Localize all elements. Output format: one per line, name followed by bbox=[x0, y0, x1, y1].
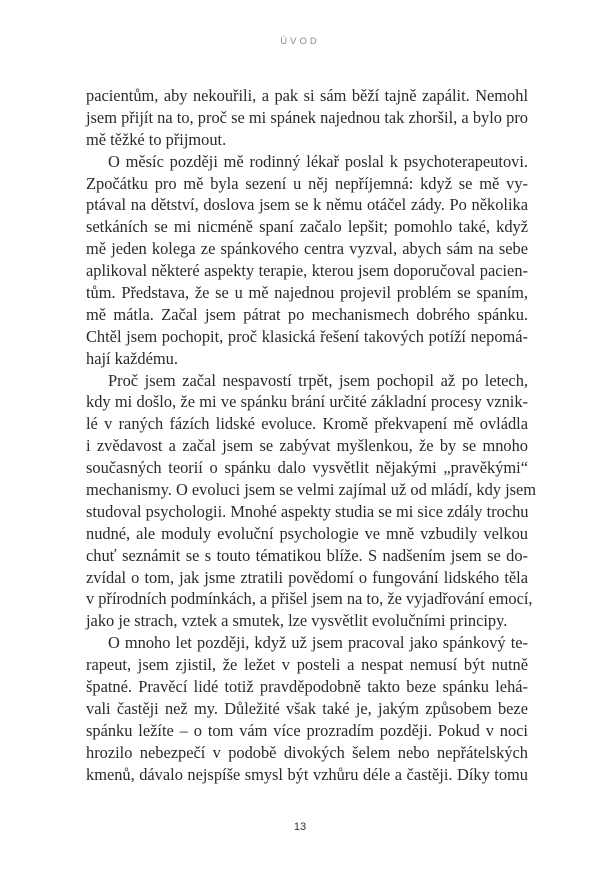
paragraph bbox=[86, 151, 528, 370]
text-line: aplikoval některé aspekty terapie, kterou jsem doporučoval pacien- bbox=[86, 261, 528, 281]
text-line: mě těžké to přijmout. bbox=[86, 129, 227, 149]
text-line: O měsíc později mě rodinný lékař poslal k psychoterapeutovi. bbox=[108, 151, 528, 171]
text-line: tům. Představa, že se u mě najednou projevil problém se spaním, bbox=[86, 283, 528, 303]
text-line: lé v raných fázích lidské evoluce. Kromě překvapení mě ovládla bbox=[86, 414, 528, 434]
text-line: O mnoho let později, když už jsem pracoval jako spánkový te- bbox=[108, 633, 528, 653]
text-line: jsem přijít na to, proč se mi spánek najednou tak zhoršil, a bylo pro bbox=[86, 107, 528, 127]
paragraph bbox=[86, 370, 537, 633]
paragraph bbox=[86, 632, 528, 785]
text-line: kdy mi došlo, že mi ve spánku brání určité základní procesy vznik- bbox=[86, 392, 528, 412]
page-number: 13 bbox=[293, 821, 307, 833]
text-line: i zvědavost a začal jsem se zabývat myšlenkou, že by se mnoho bbox=[86, 436, 528, 456]
text-line: hrozilo nebezpečí v podobě divokých šelem nebo nepřátelských bbox=[86, 742, 528, 762]
text-line: Zpočátku pro mě byla sezení u něj nepříjemná: když se mě vy- bbox=[86, 173, 528, 193]
text-line: spánku ležíte – o tom vám více prozradím později. Pokud v noci bbox=[86, 720, 528, 740]
text-line: hají každému. bbox=[86, 348, 178, 368]
running-head: ÚVOD bbox=[280, 36, 320, 47]
paragraph bbox=[86, 85, 528, 151]
text-line: mě mátla. Začal jsem pátrat po mechanismech dobrého spánku. bbox=[86, 304, 528, 324]
text-line: současných teorií o spánku dalo vysvětlit nějakými „pravěkými“ bbox=[86, 458, 528, 478]
body-text bbox=[86, 85, 537, 786]
text-line: rapeut, jsem zjistil, že ležet v posteli a nespat nemusí být nutně bbox=[86, 655, 528, 675]
text-line: vali častěji než my. Důležité však také je, jakým způsobem beze bbox=[86, 698, 528, 718]
text-line: kmenů, dávalo nejspíše smysl být vzhůru déle a častěji. Díky tomu bbox=[86, 764, 528, 784]
text-line: studoval psychologii. Mnohé aspekty studia se mi sice zdály trochu bbox=[86, 501, 529, 521]
text-line: zvídal o tom, jak jsme ztratili povědomí o fungování lidského těla bbox=[86, 567, 528, 587]
text-line: špatné. Pravěcí lidé totiž pravděpodobně takto beze spánku lehá- bbox=[86, 677, 528, 697]
text-line: chuť seznámit se s touto tématikou blíže. S nadšením jsem se do- bbox=[86, 545, 528, 565]
text-line: mechanismy. O evoluci jsem se velmi zajímal už od mládí, kdy jsem bbox=[86, 480, 537, 500]
text-line: v přírodních podmínkách, a přišel jsem na to, že vyjadřování emocí, bbox=[86, 589, 533, 609]
text-line: nudné, ale moduly evoluční psychologie ve mně vzbudily velkou bbox=[86, 523, 528, 543]
text-line: Proč jsem začal nespavostí trpět, jsem pochopil až po letech, bbox=[108, 370, 528, 390]
text-line: Chtěl jsem pochopit, proč klasická řešení takových potíží nepomá- bbox=[86, 326, 528, 346]
text-line: jako je strach, vztek a smutek, lze vysvětlit evolučními principy. bbox=[86, 611, 508, 631]
text-line: pacientům, aby nekouřili, a pak si sám běží tajně zapálit. Nemohl bbox=[86, 86, 528, 105]
text-line: setkáních se mi nicméně spaní začalo lepšit; pomohlo také, když bbox=[86, 217, 528, 237]
text-line: ptával na dětství, doslova jsem se k němu otáčel zády. Po několika bbox=[86, 195, 528, 215]
text-line: mě jeden kolega ze spánkového centra vyzval, abych sám na sebe bbox=[86, 239, 528, 259]
